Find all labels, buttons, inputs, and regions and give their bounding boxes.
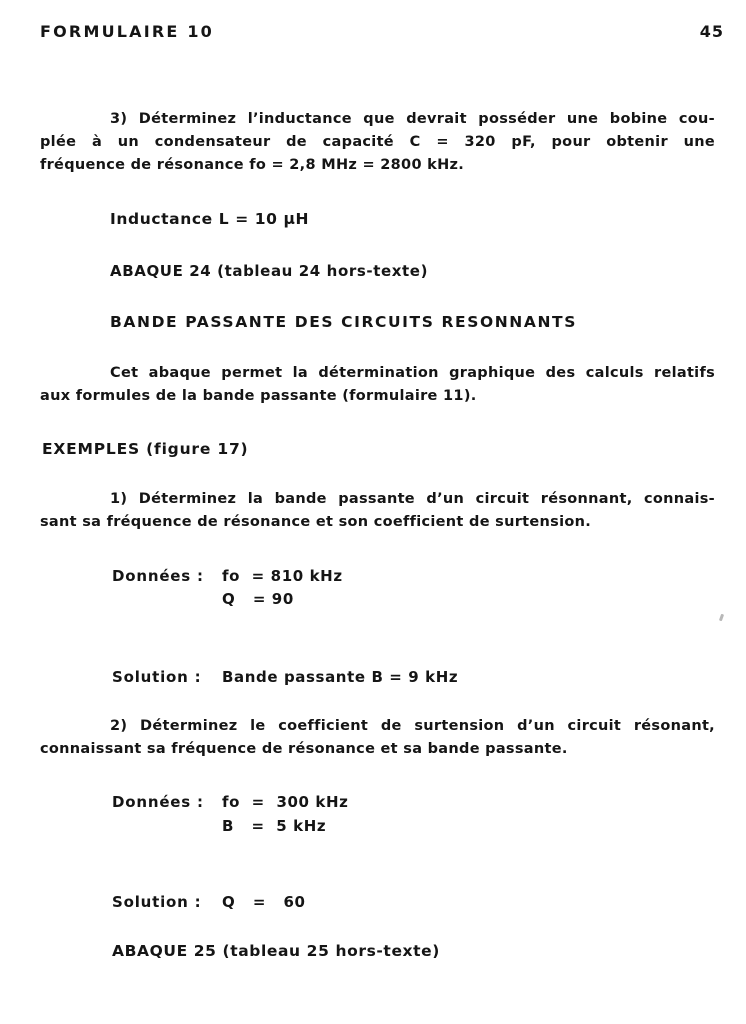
example-2-line-2: connaissant sa fréquence de résonance et sa bande passante.: [40, 741, 568, 757]
abaque-24-intro-line-2: aux formules de la bande passante (formulaire 11).: [40, 388, 477, 404]
inductance-answer: Inductance L = 10 μH: [110, 210, 310, 228]
example-2-data-b: B = 5 kHz: [222, 817, 327, 835]
example-1-solution-label: Solution :: [112, 668, 202, 686]
exercise-3-paragraph: [40, 108, 715, 177]
exercise-3-line-1: 3) Déterminez l’inductance que devrait posséder une bobine cou-: [110, 111, 715, 127]
examples-heading: EXEMPLES (figure 17): [42, 440, 249, 458]
scan-speck: [719, 614, 724, 622]
abaque-24-intro: [40, 362, 715, 408]
exercise-3-line-2: plée à un condensateur de capacité C = 320 pF, pour obtenir une: [40, 134, 715, 150]
abaque-25-reference: ABAQUE 25 (tableau 25 hors-texte): [112, 942, 440, 960]
abaque-24-reference: ABAQUE 24 (tableau 24 hors-texte): [110, 262, 429, 280]
section-title: BANDE PASSANTE DES CIRCUITS RESONNANTS: [110, 313, 577, 331]
page-number: 45: [699, 22, 724, 41]
example-2-line-1: 2) Déterminez le coefficient de surtension d’un circuit résonant,: [110, 718, 715, 734]
example-2-data-fo: fo = 300 kHz: [222, 793, 349, 811]
example-2-data-label: Données :: [112, 793, 204, 811]
example-2-paragraph: [40, 715, 715, 761]
example-1-paragraph: [40, 488, 715, 534]
example-1-data-q: Q = 90: [222, 590, 294, 608]
abaque-24-intro-line-1: Cet abaque permet la détermination graphique des calculs relatifs: [110, 365, 715, 381]
example-1-line-1: 1) Déterminez la bande passante d’un circuit résonnant, connais-: [110, 491, 715, 507]
exercise-3-line-3: fréquence de résonance fo = 2,8 MHz = 2800 kHz.: [40, 157, 465, 173]
example-2-solution-value: Q = 60: [222, 893, 306, 911]
example-2-solution-label: Solution :: [112, 893, 202, 911]
example-1-data-fo: fo = 810 kHz: [222, 567, 343, 585]
example-1-data-label: Données :: [112, 567, 204, 585]
example-1-line-2: sant sa fréquence de résonance et son coefficient de surtension.: [40, 514, 592, 530]
running-header-title: FORMULAIRE 10: [40, 22, 214, 41]
example-1-solution-value: Bande passante B = 9 kHz: [222, 668, 459, 686]
